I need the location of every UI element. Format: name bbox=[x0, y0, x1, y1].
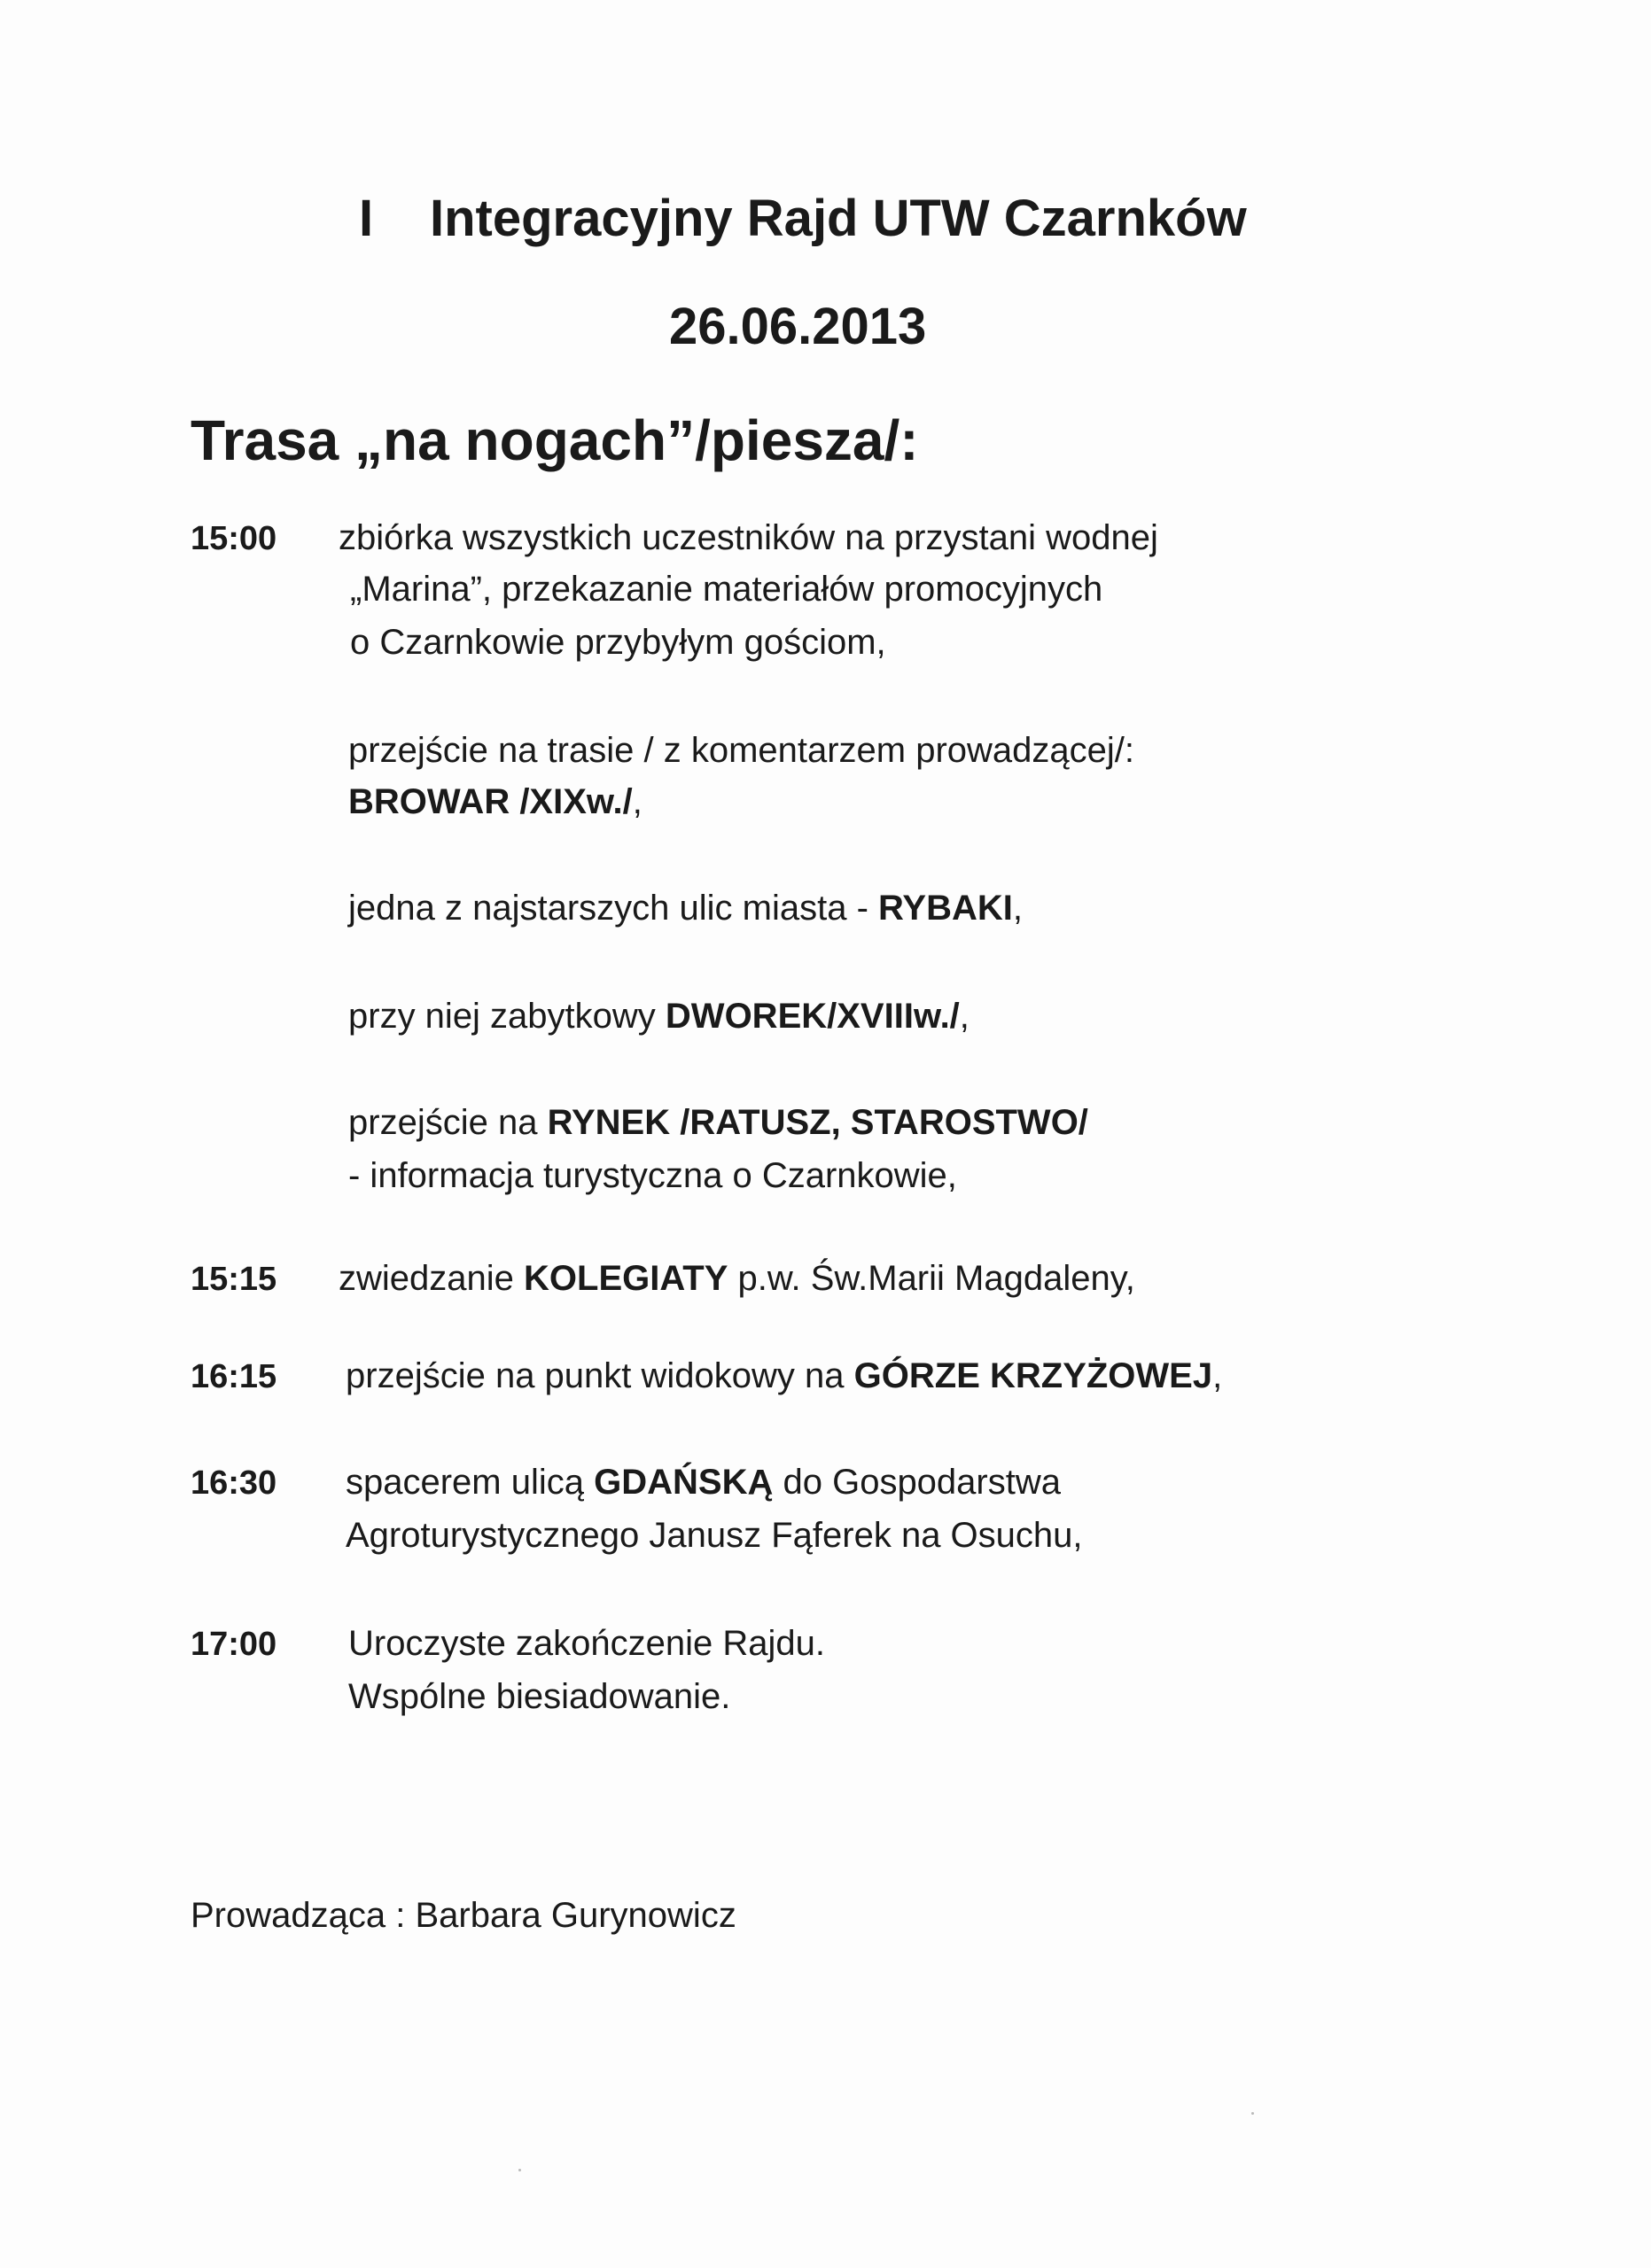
document-title bbox=[359, 189, 1247, 248]
entry-1515 bbox=[339, 1259, 1135, 1299]
event-date: 26.06.2013 bbox=[669, 298, 927, 355]
rynek-text: przejście na bbox=[348, 1103, 548, 1142]
entry-1500-line-1: zbiórka wszystkich uczestników na przystani wodnej bbox=[339, 518, 1158, 557]
dworek-text: przy niej zabytkowy bbox=[348, 997, 666, 1036]
entry-1700-line-1: Uroczyste zakończenie Rajdu. bbox=[348, 1624, 826, 1663]
entry-dworek bbox=[348, 997, 970, 1037]
dworek-tail: , bbox=[959, 997, 970, 1036]
rynek-label: RYNEK /RATUSZ, STAROSTWO/ bbox=[547, 1103, 1088, 1142]
gora-label: GÓRZE KRZYŻOWEJ bbox=[853, 1356, 1213, 1395]
gdanska-label: GDAŃSKĄ bbox=[594, 1463, 774, 1502]
gora-text: przejście na punkt widokowy na bbox=[346, 1356, 854, 1395]
scan-speck bbox=[518, 2169, 521, 2171]
kolegiata-label: KOLEGIATY bbox=[524, 1259, 728, 1298]
entry-1500-line-3: o Czarnkowie przybyłym gościom, bbox=[350, 623, 886, 662]
rybaki-label: RYBAKI bbox=[878, 889, 1013, 928]
entry-browar-line-2 bbox=[348, 782, 642, 822]
entry-1630-line-1 bbox=[346, 1463, 1061, 1503]
time-1500: 15:00 bbox=[191, 520, 277, 557]
browar-label: BROWAR /XIXw./ bbox=[348, 782, 633, 821]
leader-line: Prowadząca : Barbara Gurynowicz bbox=[191, 1896, 736, 1935]
time-1515: 15:15 bbox=[191, 1261, 277, 1298]
dworek-label: DWOREK/XVIIIw./ bbox=[665, 997, 960, 1036]
browar-tail: , bbox=[632, 782, 642, 821]
entry-1630-line-2: Agroturystycznego Janusz Fąferek na Osuchu, bbox=[346, 1516, 1083, 1555]
entry-browar-line-1: przejście na trasie / z komentarzem prowadzącej/: bbox=[348, 731, 1135, 770]
route-heading: Trasa „na nogach”/piesza/: bbox=[191, 408, 919, 472]
gdanska-text: spacerem ulicą bbox=[346, 1463, 595, 1502]
time-1615: 16:15 bbox=[191, 1358, 277, 1395]
rybaki-tail: , bbox=[1012, 889, 1023, 928]
entry-rybaki bbox=[348, 889, 1023, 928]
gdanska-tail: do Gospodarstwa bbox=[773, 1463, 1061, 1502]
time-1630: 16:30 bbox=[191, 1464, 277, 1502]
entry-rynek-line-1 bbox=[348, 1103, 1088, 1143]
entry-1500-line-2: „Marina”, przekazanie materiałów promocyjnych bbox=[350, 570, 1103, 609]
title-text: Integracyjny Rajd UTW Czarnków bbox=[430, 190, 1247, 247]
entry-1700-line-2: Wspólne biesiadowanie. bbox=[348, 1677, 731, 1716]
scan-speck bbox=[1251, 2112, 1254, 2115]
kolegiata-text: zwiedzanie bbox=[339, 1259, 525, 1298]
rybaki-text: jedna z najstarszych ulic miasta - bbox=[348, 889, 879, 928]
kolegiata-tail: p.w. Św.Marii Magdaleny, bbox=[728, 1259, 1135, 1298]
entry-1615 bbox=[346, 1356, 1222, 1396]
entry-rynek-line-2: - informacja turystyczna o Czarnkowie, bbox=[348, 1156, 957, 1195]
title-roman-numeral: I bbox=[359, 190, 374, 247]
gora-tail: , bbox=[1212, 1356, 1223, 1395]
time-1700: 17:00 bbox=[191, 1626, 277, 1663]
